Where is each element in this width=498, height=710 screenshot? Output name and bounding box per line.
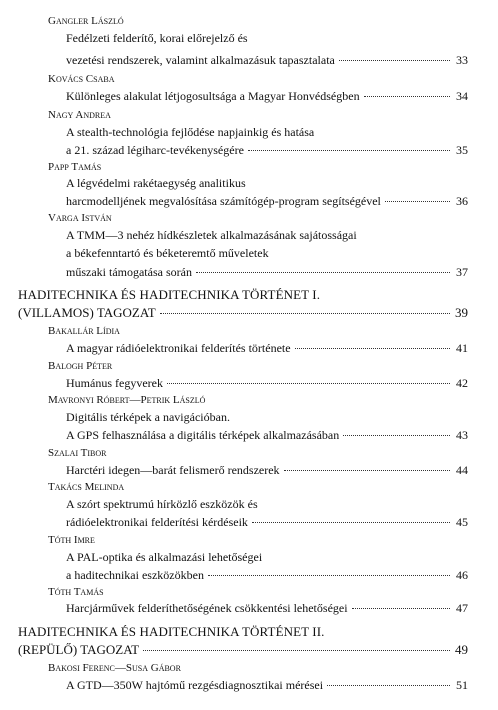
toc-author: Balogh Péter — [48, 360, 113, 372]
toc-title-line: Humánus fegyverek — [66, 376, 163, 390]
toc-entry-last-line[interactable] — [66, 677, 468, 693]
toc-title-line: A stealth-technológia fejlődése napjainkig és hatása — [66, 125, 315, 139]
toc-author: Tóth Tamás — [48, 586, 104, 598]
page-number: 47 — [456, 601, 468, 615]
toc-entry-last-line[interactable] — [66, 600, 468, 616]
section-heading-line: (REPÜLŐ) TAGOZAT — [18, 642, 140, 657]
toc-title-line: Harctéri idegen—barát felismerő rendszerek — [66, 463, 280, 477]
toc-title-line: A TMM—3 nehéz hídkészletek alkalmazásának sajátosságai — [66, 228, 357, 242]
page-number: 33 — [456, 53, 468, 67]
dot-leader — [343, 435, 450, 436]
dot-leader — [252, 522, 450, 523]
toc-title-line: Különleges alakulat létjogosultsága a Magyar Honvédségben — [66, 89, 360, 103]
toc-title-line: A magyar rádióelektronikai felderítés története — [66, 341, 291, 355]
toc-entry-last-line[interactable] — [66, 340, 468, 356]
dot-leader — [284, 470, 450, 471]
page-number: 45 — [456, 515, 468, 529]
toc-entry-last-line[interactable] — [66, 264, 468, 280]
toc-title-line: Fedélzeti felderítő, korai előrejelző és — [66, 31, 248, 45]
toc-author: Tóth Imre — [48, 534, 95, 546]
toc-title-line: A GPS felhasználása a digitális térképek alkalmazásában — [66, 428, 340, 442]
page-number: 39 — [455, 305, 468, 320]
toc-entry-last-line[interactable] — [66, 514, 468, 530]
page-number: 36 — [456, 194, 468, 208]
toc-entry-last-line[interactable] — [66, 142, 468, 158]
page-number: 34 — [456, 89, 468, 103]
toc-entry-last-line[interactable] — [66, 462, 468, 478]
dot-leader — [160, 313, 450, 314]
dot-leader — [248, 150, 450, 151]
toc-title-line: Digitális térképek a navigációban. — [66, 410, 230, 424]
page-number: 37 — [456, 265, 468, 279]
toc-author: Kovács Csaba — [48, 73, 115, 85]
page-number: 42 — [456, 376, 468, 390]
section-heading-last-line[interactable] — [18, 305, 468, 321]
toc-entry-last-line[interactable] — [66, 567, 468, 583]
page-number: 46 — [456, 568, 468, 582]
page-number: 51 — [456, 678, 468, 692]
toc-entry-last-line[interactable] — [66, 375, 468, 391]
toc-author: Takács Melinda — [48, 481, 125, 493]
dot-leader — [339, 60, 450, 61]
toc-title-line: rádióelektronikai felderítési kérdéseik — [66, 515, 248, 529]
toc-entry-last-line[interactable] — [66, 52, 468, 68]
toc-author: Papp Tamás — [48, 161, 102, 173]
dot-leader — [352, 608, 450, 609]
toc-title-line: a haditechnikai eszközökben — [66, 568, 204, 582]
page-number: 35 — [456, 143, 468, 157]
dot-leader — [364, 96, 450, 97]
toc-author: Nagy Andrea — [48, 109, 111, 121]
toc-title-line: harcmodelljének megvalósítása számítógép-program segítségével — [66, 194, 381, 208]
dot-leader — [295, 348, 450, 349]
section-heading: HADITECHNIKA ÉS HADITECHNIKA TÖRTÉNET I. — [18, 287, 321, 302]
toc-author: Mavronyi Róbert—Petrik László — [48, 394, 206, 406]
toc-entry-last-line[interactable] — [66, 193, 468, 209]
dot-leader — [143, 650, 450, 651]
toc-title-line: A GTD—350W hajtómű rezgésdiagnosztikai mérései — [66, 678, 324, 692]
dot-leader — [208, 575, 450, 576]
toc-author: Bakosi Ferenc—Susa Gábor — [48, 662, 181, 674]
section-heading-line: (VILLAMOS) TAGOZAT — [18, 305, 156, 320]
toc-author: Gangler László — [48, 15, 124, 27]
toc-title-line: A szórt spektrumú hírközlő eszközök és — [66, 497, 258, 511]
toc-author: Szalai Tibor — [48, 447, 107, 459]
toc-author: Bakallár Lídia — [48, 325, 120, 337]
toc-title-line: a békefenntartó és béketeremtő műveletek — [66, 246, 269, 260]
toc-title-line: vezetési rendszerek, valamint alkalmazásuk tapasztalata — [66, 53, 335, 67]
dot-leader — [385, 201, 450, 202]
dot-leader — [167, 383, 450, 384]
toc-title-line: A PAL-optika és alkalmazási lehetőségei — [66, 550, 263, 564]
toc-title-line: Harcjárművek felderíthetőségének csökkentési lehetőségei — [66, 601, 348, 615]
toc-title-line: A légvédelmi rakétaegység analitikus — [66, 176, 246, 190]
page-number: 43 — [456, 428, 468, 442]
section-heading-last-line[interactable] — [18, 642, 468, 658]
section-heading: HADITECHNIKA ÉS HADITECHNIKA TÖRTÉNET II. — [18, 624, 325, 639]
toc-title-line: műszaki támogatása során — [66, 265, 192, 279]
page-number: 49 — [455, 642, 468, 657]
toc-entry-last-line[interactable] — [66, 88, 468, 104]
toc-title-line: a 21. század légiharc-tevékenységére — [66, 143, 244, 157]
dot-leader — [196, 272, 450, 273]
page-number: 44 — [456, 463, 468, 477]
dot-leader — [327, 685, 450, 686]
toc-entry-last-line[interactable] — [66, 427, 468, 443]
page-number: 41 — [456, 341, 468, 355]
toc-author: Varga István — [48, 212, 112, 224]
